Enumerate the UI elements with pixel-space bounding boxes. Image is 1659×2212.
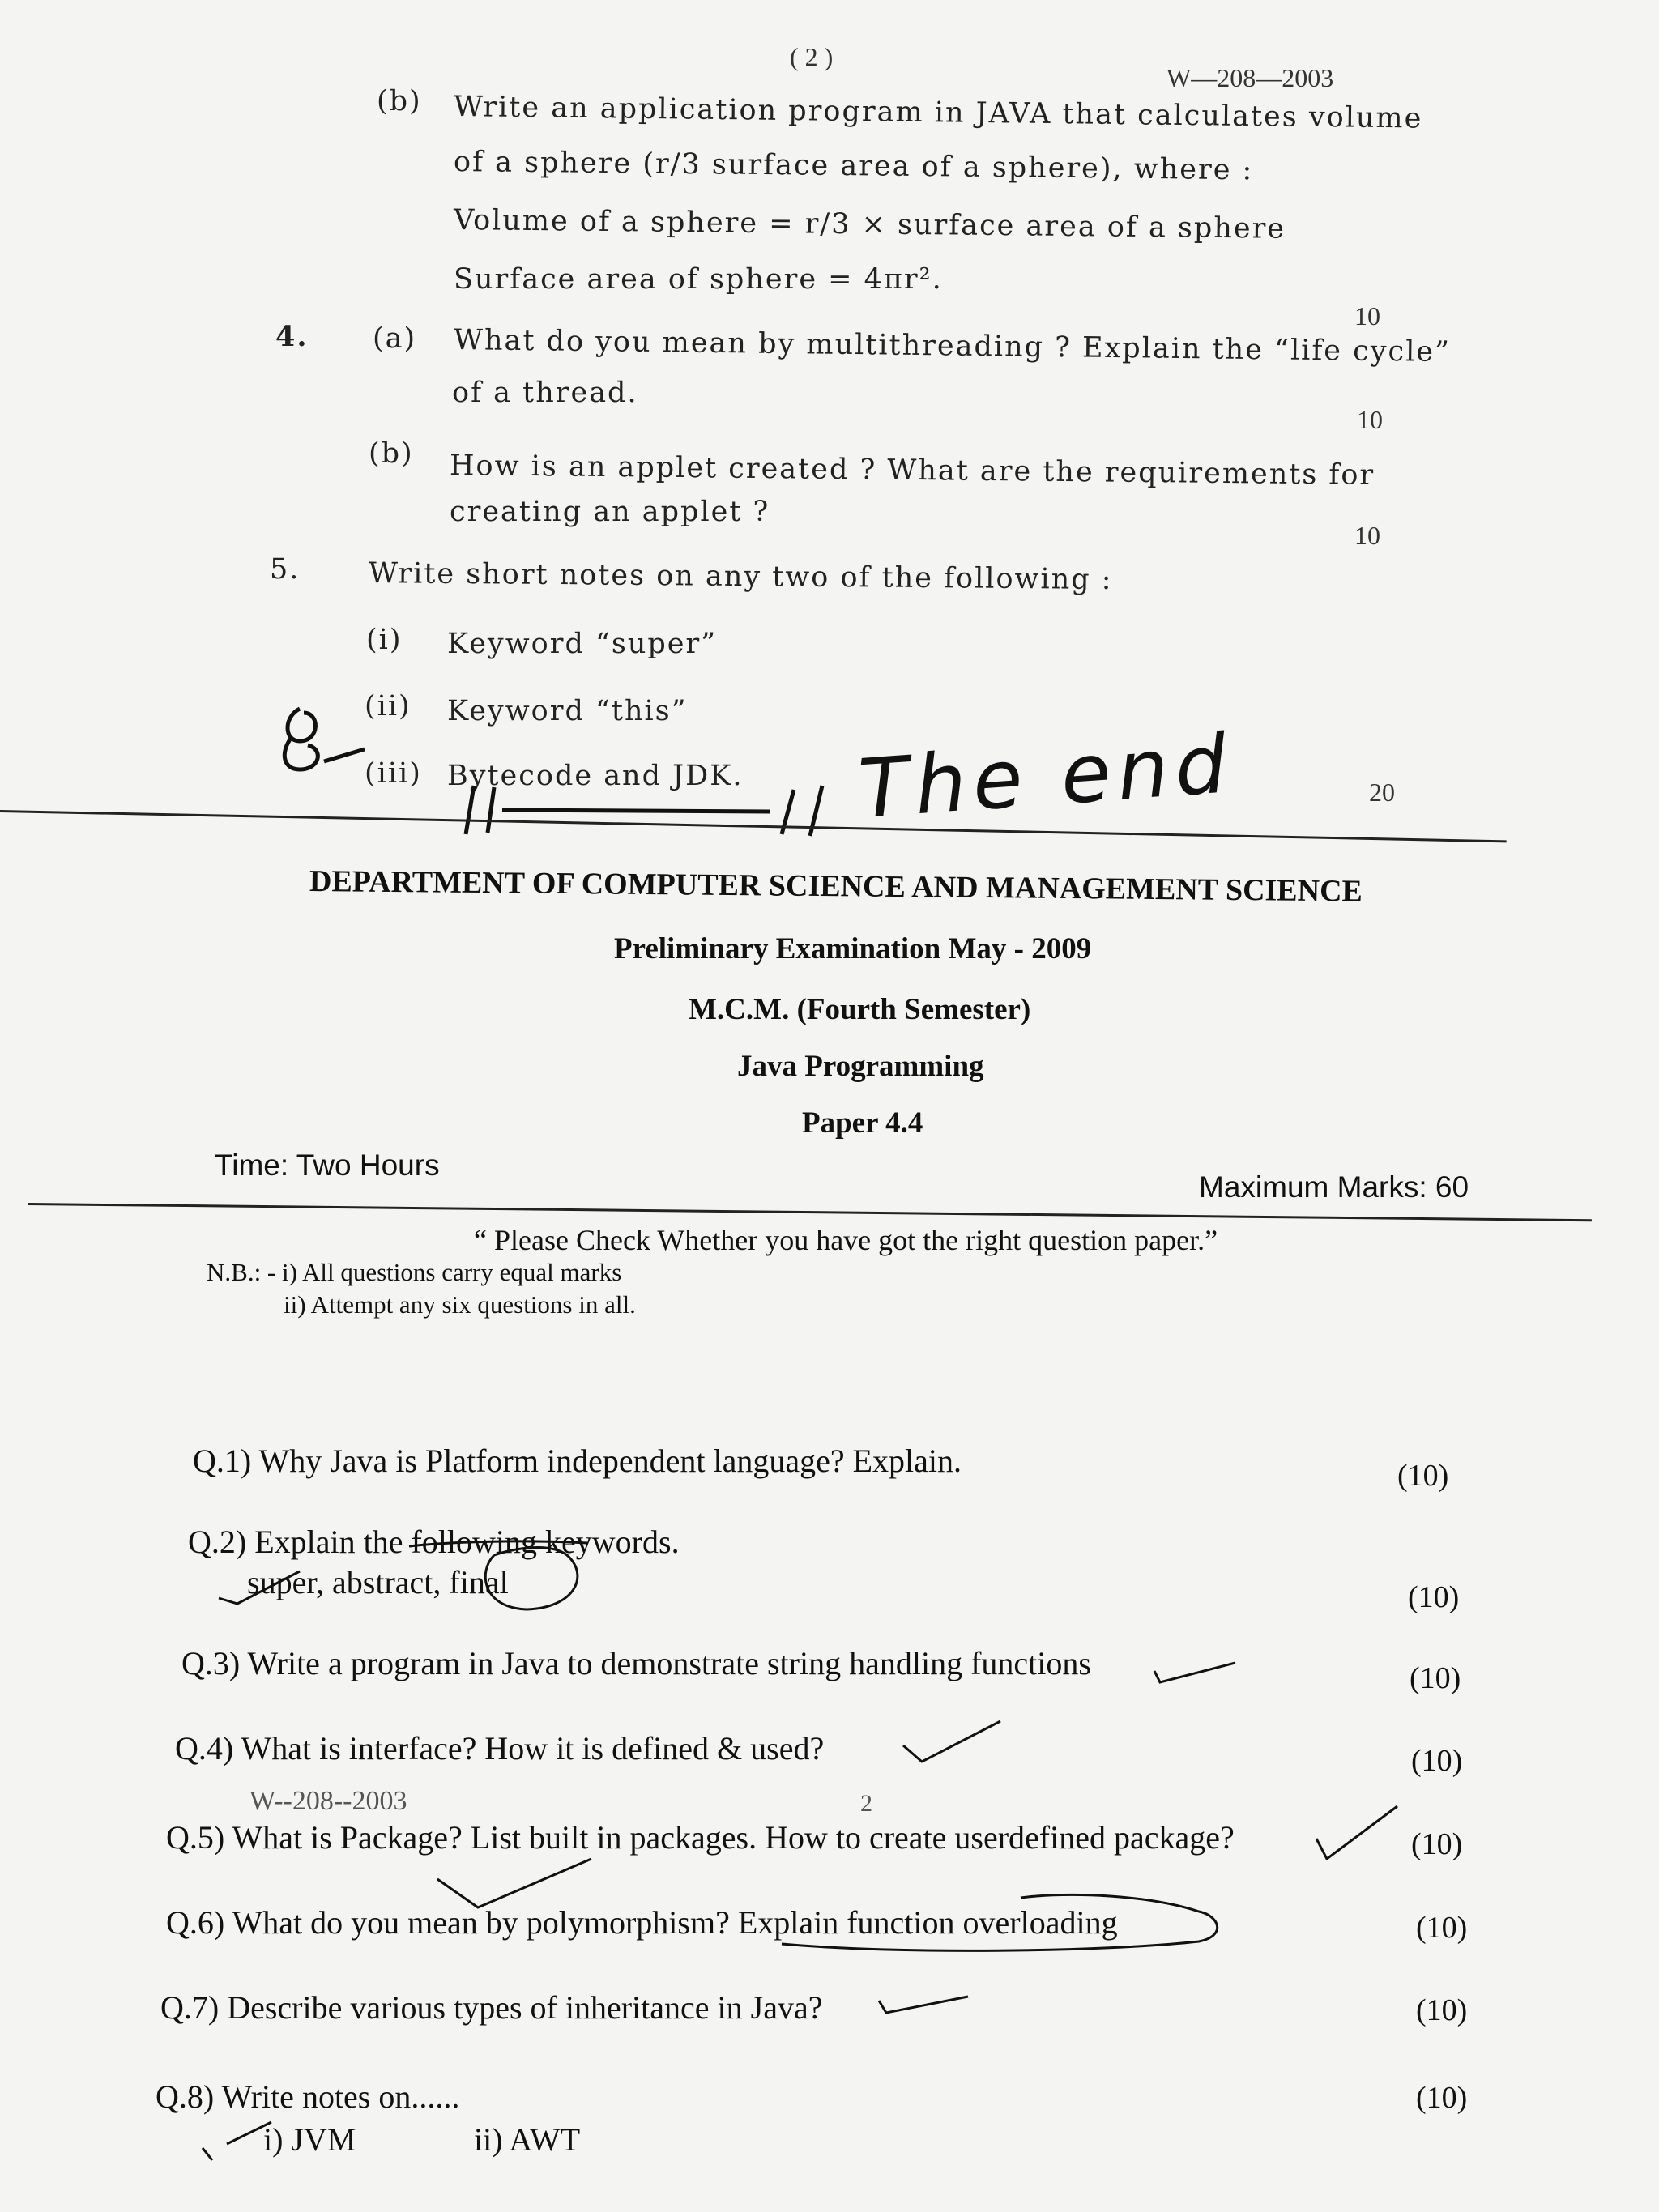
q4a-marks: 10 bbox=[1357, 405, 1383, 434]
question-4-marks: (10) bbox=[1411, 1744, 1463, 1778]
question-1: Q.1) Why Java is Platform independent language? Explain. bbox=[193, 1443, 962, 1479]
q7-checkmark-icon bbox=[875, 1988, 972, 2021]
q5-item-1-label: (i) bbox=[366, 624, 403, 656]
scribble-mark-icon bbox=[275, 693, 389, 790]
nb-line-2: ii) Attempt any six questions in all. bbox=[284, 1290, 636, 1319]
q4a-line1: What do you mean by multithreading ? Explain the “life cycle” bbox=[453, 324, 1452, 369]
department-title: DEPARTMENT OF COMPUTER SCIENCE AND MANAGEMENT SCIENCE bbox=[309, 864, 1363, 909]
nb-line-1: N.B.: - i) All questions carry equal marks bbox=[207, 1258, 622, 1286]
question-1-marks: (10) bbox=[1397, 1459, 1449, 1493]
question-7-marks: (10) bbox=[1416, 1993, 1468, 2027]
q5-item-2-label: (ii) bbox=[365, 690, 412, 722]
q3b-label: (b) bbox=[377, 85, 422, 117]
q4a-line2: of a thread. bbox=[452, 377, 638, 409]
question-8-item-ii: ii) AWT bbox=[474, 2121, 581, 2158]
maximum-marks: Maximum Marks: 60 bbox=[1199, 1170, 1469, 1204]
question-8: Q.8) Write notes on...... bbox=[156, 2078, 460, 2115]
q4b-marks: 10 bbox=[1354, 521, 1380, 550]
question-4: Q.4) What is interface? How it is defined & used? bbox=[175, 1730, 825, 1767]
q4-number: 4. bbox=[275, 320, 309, 353]
question-2-marks: (10) bbox=[1408, 1580, 1460, 1614]
q8-tick-icon bbox=[194, 2116, 275, 2164]
course-title: M.C.M. (Fourth Semester) bbox=[689, 993, 1031, 1026]
page-number: ( 2 ) bbox=[790, 42, 834, 71]
q4b-label: (b) bbox=[369, 437, 414, 470]
question-5-marks: (10) bbox=[1411, 1827, 1463, 1861]
q2-tick-super-icon bbox=[215, 1567, 304, 1608]
q4b-line1: How is an applet created ? What are the requirements for bbox=[449, 450, 1375, 492]
q3-checkmark-icon bbox=[1150, 1656, 1239, 1689]
q6-tick-icon bbox=[433, 1855, 595, 1912]
q5-checkmark-icon bbox=[1312, 1802, 1401, 1863]
q3b-line4: Surface area of sphere = 4πr². bbox=[454, 263, 943, 296]
q2-circle-final-icon bbox=[478, 1543, 591, 1616]
q3b-line1: Write an application program in JAVA that calculates volume bbox=[453, 91, 1423, 135]
question-3: Q.3) Write a program in Java to demonstrate string handling functions bbox=[181, 1645, 1091, 1681]
q5-item-1-text: Keyword “super” bbox=[447, 628, 718, 660]
bleed-through-page: 2 bbox=[860, 1790, 872, 1817]
question-2: Q.2) Explain the following keywords. bbox=[188, 1524, 680, 1560]
q4-checkmark-icon bbox=[899, 1717, 1004, 1766]
q5-marks: 20 bbox=[1369, 778, 1395, 807]
q3b-marks: 10 bbox=[1354, 301, 1380, 330]
q4a-label: (a) bbox=[373, 322, 417, 355]
separator-scribble-icon bbox=[454, 778, 875, 842]
subject-title: Java Programming bbox=[737, 1050, 984, 1083]
q5-number: 5. bbox=[270, 553, 301, 586]
question-8-marks: (10) bbox=[1416, 2081, 1468, 2115]
paper-number: Paper 4.4 bbox=[802, 1106, 923, 1140]
q2-underline-icon bbox=[405, 1535, 591, 1551]
q5-text: Write short notes on any two of the following : bbox=[368, 557, 1113, 597]
bleed-through-code: W--208--2003 bbox=[249, 1786, 407, 1816]
time-allowed: Time: Two Hours bbox=[215, 1149, 440, 1182]
question-6-marks: (10) bbox=[1416, 1911, 1468, 1945]
q5-item-3-text: Bytecode and JDK. bbox=[447, 760, 744, 792]
question-2-keywords: super, abstract, final bbox=[247, 1564, 509, 1600]
q5-item-2-text: Keyword “this” bbox=[447, 695, 688, 727]
handwritten-end: The end bbox=[855, 716, 1236, 837]
check-paper-notice: “ Please Check Whether you have got the right question paper.” bbox=[474, 1224, 1218, 1256]
question-7: Q.7) Describe various types of inheritance in Java? bbox=[160, 1989, 823, 2026]
q5-item-3-label: (iii) bbox=[365, 757, 422, 790]
question-3-marks: (10) bbox=[1410, 1661, 1461, 1695]
paper-code: W—208—2003 bbox=[1166, 63, 1334, 92]
q3b-line2: of a sphere (r/3 surface area of a sphere), where : bbox=[453, 146, 1254, 187]
exam-title: Preliminary Examination May - 2009 bbox=[614, 932, 1092, 965]
q3b-line3: Volume of a sphere = r/3 × surface area of a sphere bbox=[453, 204, 1286, 245]
question-5: Q.5) What is Package? List built in packages. How to create userdefined package? bbox=[166, 1819, 1235, 1856]
q4b-line2: creating an applet ? bbox=[450, 496, 770, 528]
question-6: Q.6) What do you mean by polymorphism? Explain function overloading bbox=[166, 1904, 1118, 1941]
header-divider bbox=[28, 1203, 1592, 1221]
question-8-item-i: i) JVM bbox=[263, 2121, 356, 2158]
q6-underline-icon bbox=[778, 1883, 1231, 1956]
